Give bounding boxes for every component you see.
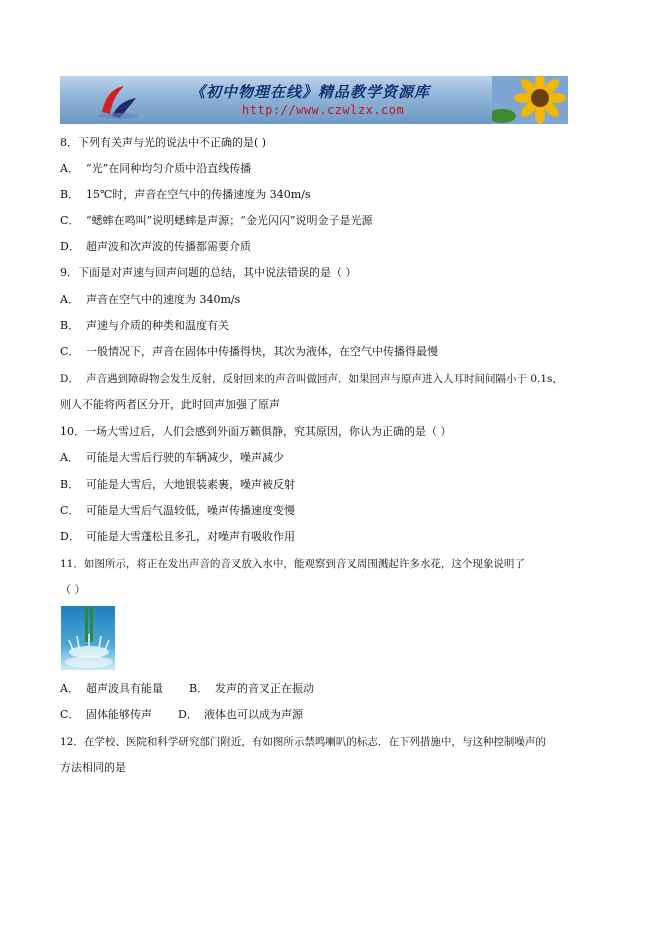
q11-options-row-1: A． 超声波具有能量 B． 发声的音叉正在振动 (60, 682, 314, 695)
q10-option-c: C． 可能是大雪后气温较低，噪声传播速度变慢 (60, 504, 295, 517)
q10-option-b: B． 可能是大雪后，大地银装素裹，噪声被反射 (60, 478, 295, 491)
q8-option-c: C． “蟋蟀在鸣叫”说明蟋蟀是声源；“金光闪闪”说明金子是光源 (60, 214, 373, 227)
q9-option-d: D． 声音遇到障碍物会发生反射，反射回来的声音叫做回声．如果回声与原声进入人耳时间间隔小于 0.1s， (60, 373, 563, 385)
question-8-stem: 8．下列有关声与光的说法中不正确的是( ) (60, 136, 267, 149)
sunflower-icon (492, 76, 568, 124)
banner-title: 《初中物理在线》精品教学资源库 (190, 83, 431, 101)
logo-icon (94, 82, 140, 120)
q9-option-b: B． 声速与介质的种类和温度有关 (60, 319, 229, 332)
question-9-stem: 9．下面是对声速与回声问题的总结，其中说法错误的是（ ） (60, 266, 357, 279)
q9-option-c: C． 一般情况下，声音在固体中传播得快，其次为液体，在空气中传播得最慢 (60, 345, 438, 358)
q9-option-d-continuation: 则人不能将两者区分开，此时回声加强了原声 (60, 398, 280, 411)
header-banner (60, 76, 568, 124)
q11-options-row-2: C． 固体能够传声 D． 液体也可以成为声源 (60, 708, 303, 721)
question-12-stem-cont: 方法相同的是 (60, 761, 126, 774)
q8-option-b: B． 15℃时，声音在空气中的传播速度为 340m/s (60, 188, 311, 201)
q8-option-a: A． “光”在同种均匀介质中沿直线传播 (60, 162, 252, 175)
question-10-stem: 10．一场大雪过后，人们会感到外面万籁俱静，究其原因，你认为正确的是（ ） (60, 425, 452, 438)
q8-option-d: D． 超声波和次声波的传播都需要介质 (60, 240, 251, 253)
question-11-stem-cont: （ ） (60, 583, 86, 596)
q9-option-a: A． 声音在空气中的速度为 340m/s (60, 293, 241, 306)
question-12-stem: 12．在学校、医院和科学研究部门附近，有如图所示禁鸣喇叭的标志．在下列措施中，与这种控制噪声的 (60, 736, 546, 748)
question-11-stem: 11．如图所示，将正在发出声音的音叉放入水中，能观察到音叉周围溅起许多水花，这个现象说明了 (60, 558, 525, 570)
q10-option-d: D． 可能是大雪蓬松且多孔，对噪声有吸收作用 (60, 530, 295, 543)
banner-url[interactable]: http://www.czwlzx.com (242, 103, 405, 117)
tuning-fork-water-image (61, 606, 115, 670)
q10-option-a: A． 可能是大雪后行驶的车辆减少，噪声减少 (60, 451, 284, 464)
